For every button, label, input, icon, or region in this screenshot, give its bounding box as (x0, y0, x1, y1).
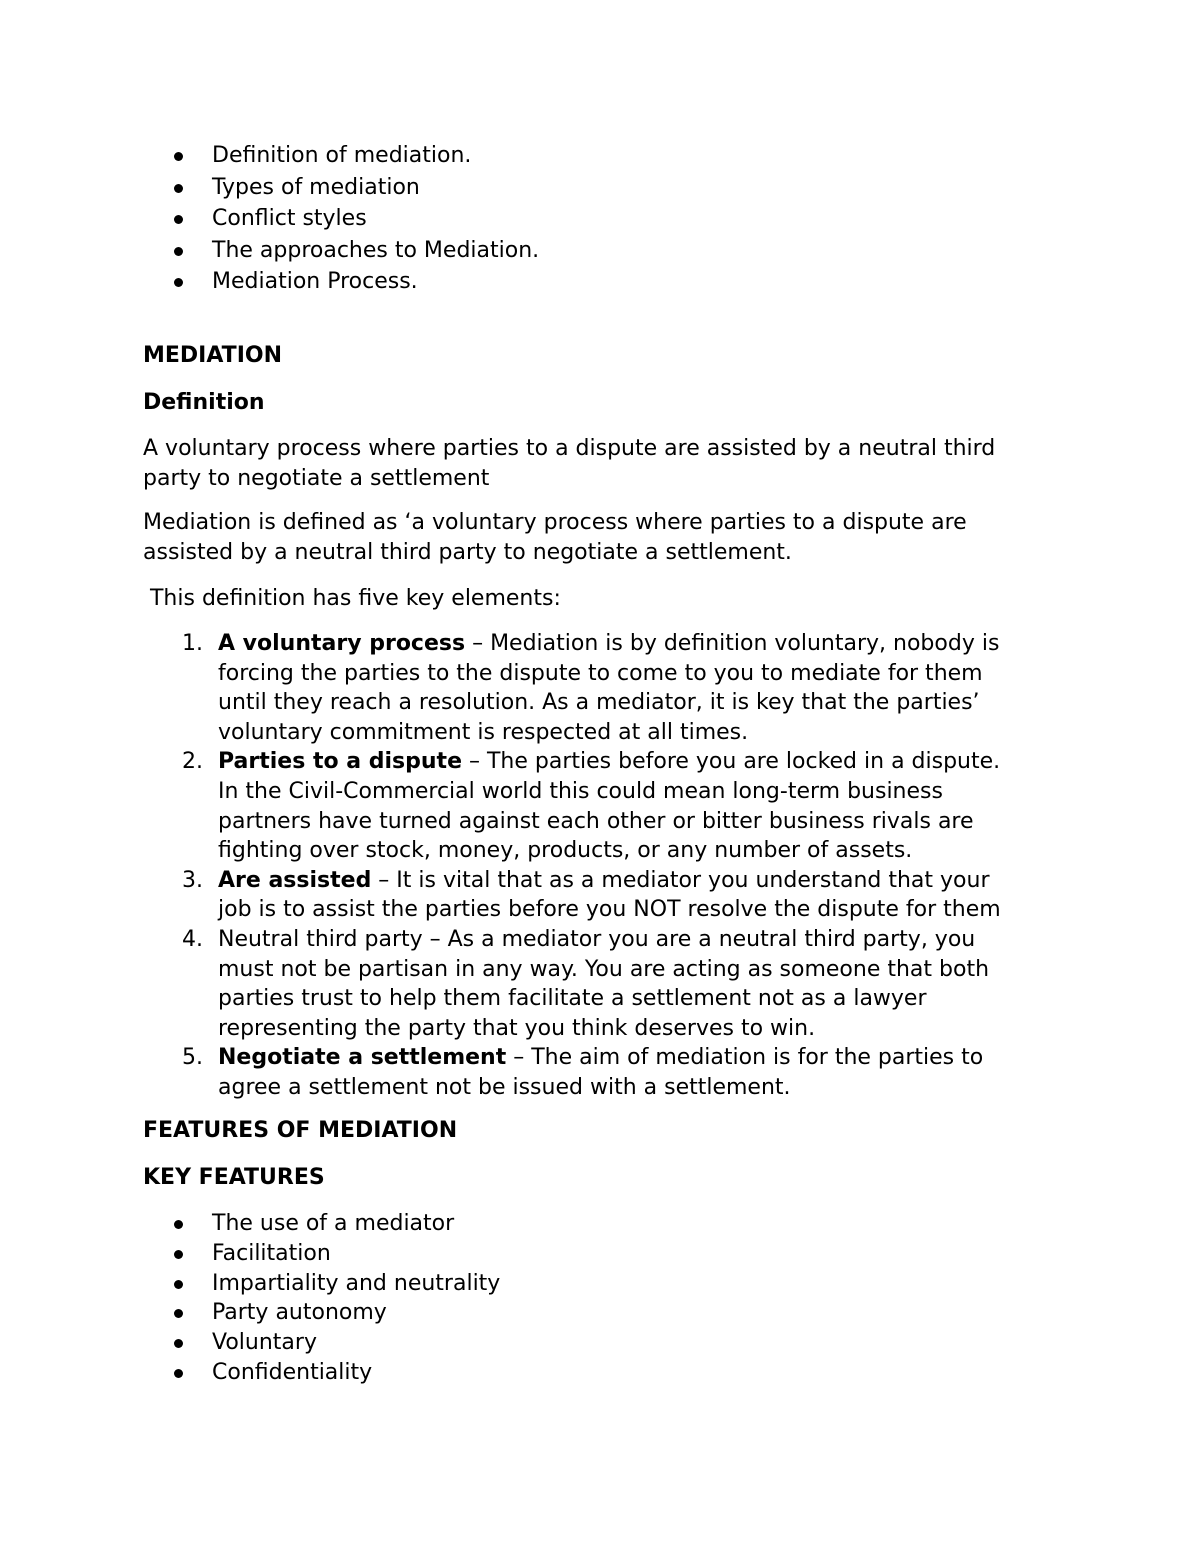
list-item: 3. Are assisted – It is vital that as a mediator you understand that your job is to assist the parties before you NOT resolve the dispute for them (182, 867, 1001, 923)
list-item: Voluntary (0, 1328, 500, 1358)
bullet-icon (174, 1220, 183, 1229)
key-elements-list (0, 629, 1001, 1103)
elements-intro: This definition has five key elements: (143, 586, 561, 611)
list-item: 2. Parties to a dispute – The parties before you are locked in a dispute. In the Civil-Commercial world this could mean long-term business partners have turned against each other or bitter business rivals are fighting over stock, money, products, or any number of assets. (182, 749, 1001, 864)
bullet-icon (174, 1369, 183, 1378)
list-item: Facilitation (0, 1239, 500, 1269)
list-item: Impartiality and neutrality (0, 1269, 500, 1299)
bullet-icon (174, 215, 183, 224)
list-item: The use of a mediator (0, 1209, 500, 1239)
list-item: Confidentiality (0, 1358, 500, 1388)
list-item: Definition of mediation. (0, 140, 539, 172)
key-features-list (0, 1209, 500, 1388)
list-item: Types of mediation (0, 172, 539, 204)
list-item: Conflict styles (0, 203, 539, 235)
bullet-icon (174, 1280, 183, 1289)
definition-paragraph: A voluntary process where parties to a dispute are assisted by a neutral third party to negotiate a settlement (143, 436, 996, 491)
bullet-icon (174, 278, 183, 287)
list-item: 1. A voluntary process – Mediation is by definition voluntary, nobody is forcing the parties to the dispute to come to you to mediate for them until they reach a resolution. As a mediator, it is key that the parties’ voluntary commitment is respected at all times. (182, 631, 1000, 745)
topics-list (0, 140, 539, 298)
bullet-icon (174, 184, 183, 193)
heading-definition: Definition (143, 390, 265, 415)
bullet-icon (174, 1309, 183, 1318)
list-item: The approaches to Mediation. (0, 235, 539, 267)
bullet-icon (174, 152, 183, 161)
bullet-icon (174, 1339, 183, 1348)
bullet-icon (174, 247, 183, 256)
bullet-icon (174, 1250, 183, 1259)
defined-paragraph: Mediation is defined as ‘a voluntary process where parties to a dispute are assisted by a neutral third party to negotiate a settlement. (143, 510, 967, 565)
list-item: 5. Negotiate a settlement – The aim of mediation is for the parties to agree a settlement not be issued with a settlement. (182, 1045, 984, 1100)
heading-mediation: MEDIATION (143, 343, 282, 368)
list-item: Party autonomy (0, 1298, 500, 1328)
list-item: Mediation Process. (0, 266, 539, 298)
heading-features: FEATURES OF MEDIATION (143, 1118, 458, 1143)
list-item: 4. Neutral third party – As a mediator you are a neutral third party, you must not be partisan in any way. You are acting as someone that both parties trust to help them facilitate a settlement not as a lawyer representing the party that you think deserves to win. (182, 926, 990, 1041)
heading-key-features: KEY FEATURES (143, 1165, 325, 1190)
